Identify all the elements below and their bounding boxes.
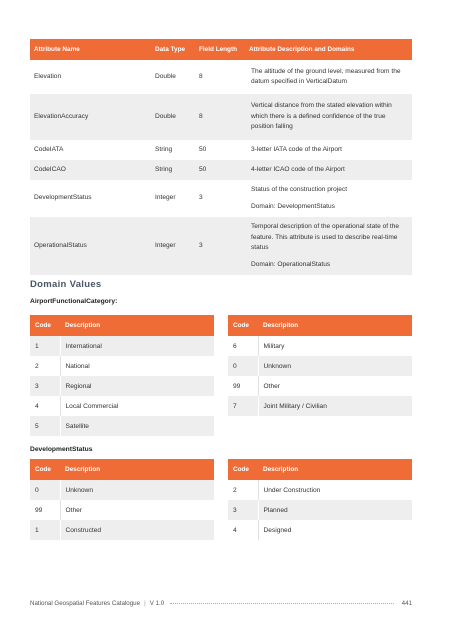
field-length: 50 (195, 160, 245, 180)
category-label: DevelopmentStatus (30, 446, 93, 453)
data-type: Integer (155, 194, 176, 202)
attribute-table (30, 39, 412, 275)
table-row (30, 416, 214, 436)
table-row (30, 520, 214, 540)
code-cell: 99 (228, 376, 258, 396)
attribute-name: OperationalStatus (30, 217, 151, 275)
category-label: AirportFunctionalCategory: (30, 298, 118, 305)
data-type: String (155, 145, 173, 153)
table-row (228, 336, 412, 356)
dotted-leader (170, 603, 394, 604)
data-type: Double (151, 94, 195, 140)
attribute-table-header (30, 39, 412, 60)
table-row (30, 60, 412, 94)
header-code: Code (30, 315, 60, 336)
header-code: Code (30, 459, 60, 480)
code-cell: 7 (228, 396, 258, 416)
description-cell: Unknown (258, 356, 412, 376)
data-type: Double (155, 72, 176, 80)
code-cell: 2 (30, 356, 60, 376)
code-cell: 0 (228, 356, 258, 376)
code-cell: 0 (30, 480, 60, 500)
catalogue-name: National Geospatial Features Catalogue (30, 599, 141, 607)
field-length: 50 (199, 145, 207, 153)
description-cell: Planned (258, 500, 412, 520)
attribute-description: The altitude of the ground level, measured from the datum specified in VerticalDatum (251, 67, 401, 85)
code-table (228, 315, 412, 416)
table-row (30, 336, 214, 356)
code-table-header (228, 315, 412, 336)
table-row (30, 140, 412, 160)
code-table-header (30, 459, 214, 480)
domain-reference: Domain: OperationalStatus (251, 260, 331, 268)
description-cell: Other (263, 382, 280, 390)
description-cell: International (60, 336, 214, 356)
field-length: 3 (195, 217, 245, 275)
page-footer (30, 598, 412, 608)
code-table-header (228, 459, 412, 480)
code-cell: 1 (30, 336, 60, 356)
header-description: Description (258, 459, 412, 480)
code-cell: 6 (228, 336, 258, 356)
page-number: 441 (401, 599, 412, 607)
version-label: V 1.0 (149, 599, 165, 607)
table-row (30, 180, 412, 217)
attribute-description: 3-letter IATA code of the Airport (251, 145, 343, 153)
header-description: Description (60, 315, 214, 336)
attribute-name: CodeIATA (34, 145, 64, 153)
header-field-length: Field Length (195, 39, 245, 60)
attribute-description: Vertical distance from the stated elevation within which there is a defined confidence of the true position falling (245, 94, 412, 140)
description-cell: Regional (60, 376, 214, 396)
code-cell: 4 (228, 520, 258, 540)
table-row (30, 356, 214, 376)
header-description: Attribute Description and Domains (245, 39, 412, 60)
attribute-name: ElevationAccuracy (30, 94, 151, 140)
code-table (30, 459, 214, 540)
description-cell: Satellite (60, 416, 214, 436)
code-table-header (30, 315, 214, 336)
table-row (30, 376, 214, 396)
description-cell: National (65, 362, 90, 370)
attribute-name: DevelopmentStatus (34, 194, 92, 202)
code-table (30, 315, 214, 436)
header-code: Code (228, 459, 258, 480)
code-cell: 5 (30, 416, 60, 436)
table-row (30, 160, 412, 180)
header-description: Descripiton (258, 315, 412, 336)
field-length: 8 (199, 72, 203, 80)
table-row (228, 376, 412, 396)
description-cell: Unknown (60, 480, 214, 500)
description-cell: Other (65, 506, 82, 514)
header-data-type: Data Type (151, 39, 195, 60)
description-cell: Constructed (60, 520, 214, 540)
code-cell: 99 (30, 500, 60, 520)
header-code: Code (228, 315, 258, 336)
attribute-description (245, 180, 412, 217)
description-cell: Designed (263, 526, 292, 534)
attribute-description (245, 217, 412, 275)
code-cell: 2 (228, 480, 258, 500)
table-row (30, 217, 412, 275)
description-text: Status of the construction project (251, 186, 348, 193)
code-cell: 3 (30, 376, 60, 396)
table-row (30, 480, 214, 500)
attribute-description: 4-letter ICAO code of the Airport (245, 160, 412, 180)
code-cell: 3 (228, 500, 258, 520)
table-row (30, 94, 412, 140)
description-cell: Joint Military / Civilian (258, 396, 412, 416)
field-length: 3 (199, 194, 203, 202)
table-row (228, 520, 412, 540)
description-cell: Under Construction (263, 486, 321, 494)
table-row (228, 396, 412, 416)
code-cell: 1 (30, 520, 60, 540)
domain-reference: Domain: DevelopmentStatus (251, 202, 335, 210)
table-row (30, 396, 214, 416)
description-text: Temporal description of the operational state of the feature. This attribute is used to describe real-time status (251, 223, 400, 251)
description-cell: Local Commercial (65, 402, 119, 410)
attribute-name: Elevation (34, 72, 62, 80)
section-title: Domain Values (30, 279, 102, 290)
header-attribute-name: Attribute Name (30, 39, 151, 60)
table-row (228, 500, 412, 520)
table-row (228, 480, 412, 500)
table-row (30, 500, 214, 520)
field-length: 8 (195, 94, 245, 140)
header-description: Description (60, 459, 214, 480)
code-table (228, 459, 412, 540)
data-type: Integer (151, 217, 195, 275)
description-cell: Military (263, 342, 285, 350)
code-cell: 4 (30, 396, 60, 416)
attribute-name: CodeICAO (30, 160, 151, 180)
data-type: String (151, 160, 195, 180)
footer-separator: | (144, 599, 146, 607)
table-row (228, 356, 412, 376)
